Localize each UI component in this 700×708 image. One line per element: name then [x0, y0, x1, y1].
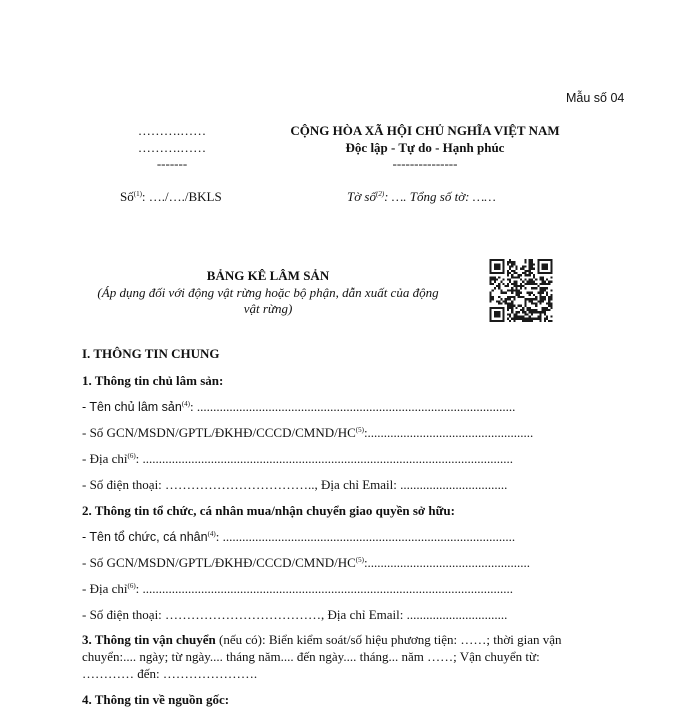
footnote-ref: (6): [127, 582, 136, 590]
nation-title: CỘNG HÒA XÃ HỘI CHỦ NGHĨA VIỆT NAM: [290, 123, 560, 138]
transport-info-line-3[interactable]: ………… đến: ………………….: [82, 666, 258, 681]
owner-id-field: [82, 425, 533, 441]
transport-info-line-2[interactable]: chuyển:.... ngày; từ ngày.... tháng năm.... đến ngày.... tháng... năm ……; Vận chuyển từ:: [82, 649, 540, 664]
owner-address-label: - Địa chỉ: [82, 451, 128, 466]
footnote-ref: (4): [181, 400, 190, 408]
to-so-value: : …. Tổng số tờ: ……: [384, 189, 496, 204]
transport-heading: 3. Thông tin vận chuyển: [82, 632, 216, 647]
buyer-heading: 2. Thông tin tổ chức, cá nhân mua/nhận chuyển giao quyền sở hữu:: [82, 503, 455, 518]
document-title: BẢNG KÊ LÂM SẢN: [206, 268, 330, 283]
owner-name-field: [82, 399, 515, 415]
buyer-id-field: [82, 555, 530, 571]
buyer-id-label: - Số GCN/MSDN/GPTL/ĐKHĐ/CCCD/CMND/HC: [82, 555, 356, 570]
buyer-address-blank[interactable]: : ..................................................................................................................: [135, 581, 514, 596]
owner-phone-email-field[interactable]: - Số điện thoại: …………………………….., Địa chỉ Email: .................................: [82, 477, 508, 492]
agency-underline: -------: [156, 156, 188, 171]
to-so-label: Tờ số: [347, 189, 376, 204]
buyer-address-label: - Địa chỉ: [82, 581, 128, 596]
sheet-number: [347, 189, 496, 205]
document-number: [120, 189, 222, 205]
buyer-name-field: [82, 529, 515, 545]
owner-id-blank[interactable]: :...................................................: [363, 425, 534, 440]
motto-underline: ---------------: [392, 156, 458, 171]
owner-heading: 1. Thông tin chủ lâm sản:: [82, 373, 224, 388]
document-subtitle-2: vật rừng): [243, 301, 293, 316]
transport-info-line-1: [82, 632, 562, 648]
agency-name-line-1: ……….……: [137, 123, 207, 138]
owner-name-blank[interactable]: : ..................................................................................................: [190, 399, 516, 414]
owner-name-label: - Tên chủ lâm sản: [82, 400, 182, 414]
owner-address-blank[interactable]: : ..................................................................................................................: [135, 451, 514, 466]
footnote-ref: (5): [355, 426, 364, 434]
owner-address-field: [82, 451, 513, 467]
buyer-phone-email-field[interactable]: - Số điện thoại: ………………………………, Địa chỉ Email: ...............................: [82, 607, 508, 622]
motto: Độc lập - Tự do - Hạnh phúc: [345, 140, 505, 155]
owner-id-label: - Số GCN/MSDN/GPTL/ĐKHĐ/CCCD/CMND/HC: [82, 425, 356, 440]
buyer-address-field: [82, 581, 513, 597]
buyer-name-blank[interactable]: : ..........................................................................................: [215, 529, 516, 544]
footnote-ref: (4): [207, 530, 216, 538]
so-label: Số: [120, 189, 134, 204]
transport-text-1[interactable]: (nếu có): Biển kiểm soát/số hiệu phương tiện: ……; thời gian vận: [215, 632, 562, 647]
origin-heading: 4. Thông tin về nguồn gốc:: [82, 692, 230, 707]
footnote-ref: (6): [127, 452, 136, 460]
qr-code-icon: [487, 259, 555, 322]
footnote-ref: (2): [375, 190, 385, 198]
document-subtitle-1: (Áp dụng đối với động vật rừng hoặc bộ phận, dẫn xuất của động: [97, 285, 439, 300]
footnote-ref: (5): [355, 556, 364, 564]
buyer-name-label: - Tên tổ chức, cá nhân: [82, 530, 208, 544]
buyer-id-blank[interactable]: :..................................................: [363, 555, 531, 570]
footnote-ref: (1): [133, 190, 142, 198]
so-value: : …./…./BKLS: [141, 189, 222, 204]
section-heading-general-info: I. THÔNG TIN CHUNG: [82, 346, 220, 361]
form-code: Mẫu số 04: [566, 91, 625, 105]
agency-name-line-2: ……….……: [137, 140, 207, 155]
